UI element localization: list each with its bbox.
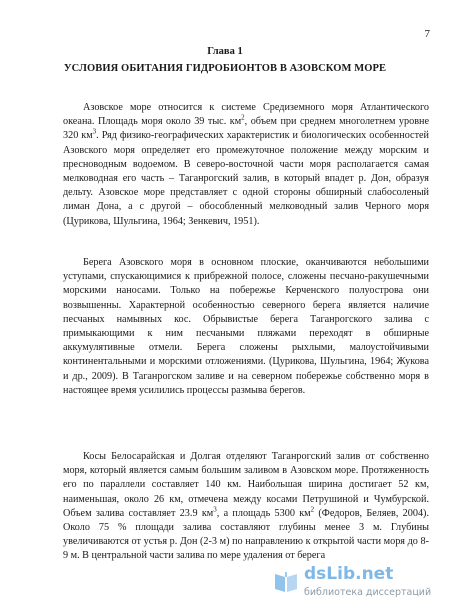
- page-number: 7: [424, 28, 430, 40]
- watermark: [272, 564, 442, 604]
- p1-sup-2: 3: [92, 128, 97, 137]
- p3-sup-1: 3: [213, 505, 217, 514]
- watermark-brand: dsLib.net: [304, 564, 394, 584]
- p3-sup-2: 2: [310, 505, 315, 514]
- p3-text-c: (Федоров, Беляев, 2004). Около 75 % площади залива составляют глубины менее 3 м. Глубины увеличиваются от устья р. Дон (2-3 м) по направлению к открытой части моря до 8-9 м. В центральной части залива по мере удаления от берега: [63, 507, 429, 562]
- p1-text-c: . Ряд физико-географических характеристик и биологических особенностей Азовского моря определяет его промежуточное положение между морским и пресноводным водоемом. В северо-восточной части моря располагается самая мелководная его часть – Таганрогский залив, в который впадет р. Дон, образуя дельту. Азовское море представляет с одной стороны обширный слабосоленый лиман Дона, а с другой – обособленный мелководный залив Черного моря (Цурикова, Шульгина, 1964; Зенкевич, 1951).: [63, 130, 429, 227]
- p1-sup-1: 2: [241, 113, 245, 122]
- p3-text-a: Косы Белосарайская и Долгая отделяют Таганрогский залив от собственно моря, который является самым большим заливом в Азовском море. Протяженность его по параллели составляет 140 км. Наибольшая ширина достигает 52 км, наименьшая, около 26 км, отмечена между косами Петрушиной и Чумбурской. Объем залива составляет 23.9 км: [63, 451, 429, 519]
- p1-text-b: , объем при среднем многолетнем уровне 320 км: [63, 116, 429, 142]
- p3-text-b: , а площадь 5300 км: [216, 507, 311, 519]
- watermark-caption: библиотека диссертаций: [304, 587, 432, 598]
- p1-text-a: Азовское море относится к системе Средиземного моря Атлантического океана. Площадь моря около 39 тыс. км: [63, 102, 429, 128]
- chapter-heading: Глава 1: [207, 46, 243, 57]
- paragraph-2: Берега Азовского моря в основном плоские, оканчиваются небольшими уступами, спускающимися к прибрежной полосе, сложены песчано-ракушечными морскими наносами. Только на побережье Керченского полуострова они возвышенны. Характерной особенностью северного берега является наличие песчаных намывных кос. Обрывистые берега Таганрогского залива с примыкающими к ним песчаными пляжами переходят в обширные аккумулятивные отмели. Берега сложены рыхлыми, малоустойчивыми континентальными и морскими отложениями. (Цурикова, Шульгина, 1964; Жукова и др., 2009). В Таганрогском заливе и на северном побережье собственно моря в настоящее время усилились процессы размыва берегов.: [63, 257, 429, 396]
- book-logo-icon: [272, 568, 300, 596]
- paragraph-1: [63, 101, 429, 229]
- paragraph-3: [63, 450, 429, 564]
- chapter-title: УСЛОВИЯ ОБИТАНИЯ ГИДРОБИОНТОВ В АЗОВСКОМ МОРЕ: [63, 63, 387, 74]
